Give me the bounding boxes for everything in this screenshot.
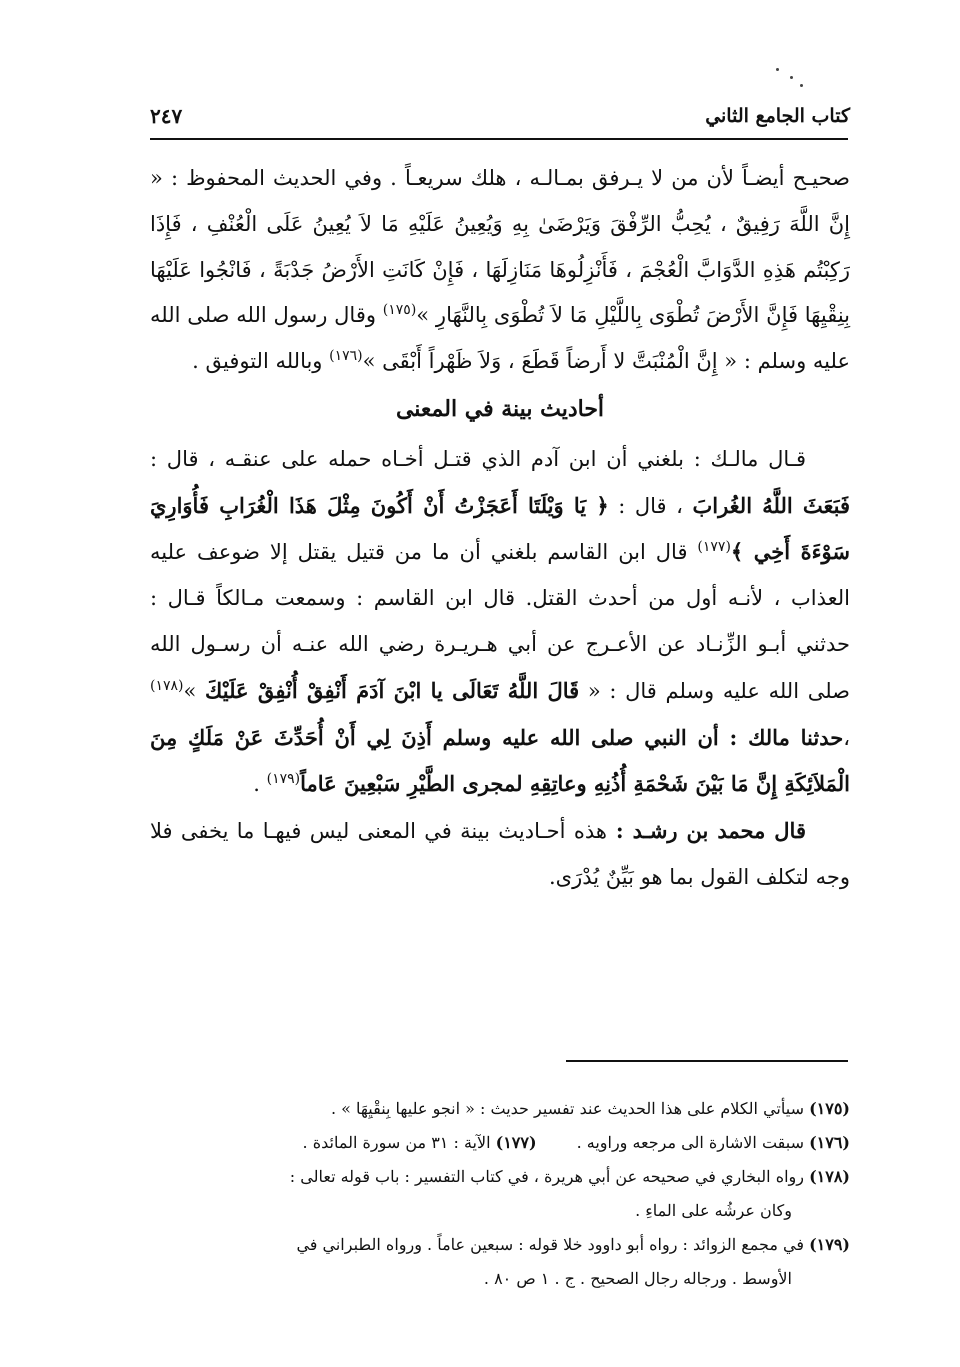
footnote-text: الآية : ٣١ من سورة المائدة .	[302, 1133, 496, 1152]
paragraph-3	[150, 808, 850, 901]
footnote-ref-178: (١٧٨)	[150, 677, 184, 694]
quran-quote-2: ﴿ يَا وَيْلَتَا أَعَجَزْتُ أَنْ أَكُونَ مِثْلَ هَذَا الْغُرَابِ فَأُوَارِيَ سَوْءَةَ أَخِي ﴾	[150, 492, 850, 565]
paragraph-1	[150, 156, 850, 385]
paragraph-1-tail: وقال رسول الله صلى الله عليه وسلم : « إِنَّ الْمُنْبَتَّ لا أَرضاً قَطَعَ ، وَلاَ ظَهْراً أَبْقَى »	[150, 303, 850, 374]
footnote-ref-175: (١٧٥)	[382, 302, 417, 319]
footnote-text: رواه البخاري في صحيحه عن أبي هريرة ، في كتاب التفسير : باب قوله تعالى :	[289, 1167, 810, 1186]
scan-speck	[790, 76, 793, 79]
footnote-text: سبقت الاشارة الى مرجعه وراويه .	[576, 1133, 810, 1152]
paragraph-1-end: وبالله التوفيق .	[192, 349, 330, 374]
footnote-ref-177: (١٧٧)	[697, 539, 731, 556]
page-number: ٢٤٧	[150, 104, 183, 128]
footnote-number: (١٧٦)	[809, 1133, 850, 1152]
footnote-179	[150, 1228, 850, 1262]
footnote-178	[150, 1160, 850, 1194]
paragraph-2-text-e: ،	[843, 725, 850, 750]
hadith-quote-2: حدثنا مالك : أن النبي صلى الله عليه وسلم أَذِنَ لِي أَنْ أُحَدِّثَ عَنْ مَلَكٍ مِنَ الْمَلاَئِكَةِ إِنَّ مَا بَيْنَ شَحْمَةِ أُذُنِهِ وعاتِقِهِ لمجرى الطَّيْرِ سَبْعِينَ عَاماً	[150, 724, 850, 797]
running-title: كتاب الجامع الثاني	[705, 105, 850, 127]
footnote-text: سيأتي الكلام على هذا الحديث عند تفسير حديث : « انجو عليها بِنقْيِهَا » .	[330, 1099, 810, 1118]
footnote-176-177	[150, 1126, 850, 1160]
footnote-179-continued: الأوسط . ورجاله رجال الصحيح . ج . ١ ص ٨٠ .	[483, 1269, 792, 1288]
paragraph-2	[150, 437, 850, 808]
quran-quote-1: فَبَعَثَ اللَّهُ الغُرابَ	[692, 492, 851, 518]
scan-speck	[776, 68, 779, 71]
header-rule	[150, 138, 848, 140]
commentary-text: هذه أحـاديث بينة في المعنى ليس فيهـا ما يخفى فلا وجه لتكلف القول بما هو بَيِّنٌ يُدْرَى.	[150, 819, 850, 889]
footnote-number: (١٧٧)	[495, 1133, 537, 1152]
scan-speck	[800, 84, 803, 87]
paragraph-2-text-c: قال ابن القاسم بلغني أن ما من قتيل يقتل إلا ضوعف عليه العذاب ، لأنـه أول من أحدث القتل. قال ابن القاسم : وسمعت مـالكاً قـال : حدثني أبـو الزِّنـاد عن الأعـرج عن أبي هـريـرة رضي الله عنـه أن رسـول الله صلى الله عليه وسلم قال : «	[150, 540, 850, 703]
paragraph-2-text-f: .	[253, 772, 267, 797]
page-header	[150, 98, 850, 134]
footnote-text: في مجمع الزوائد : رواه أبو داوود خلا قوله : سبعين عاماً . ورواه الطبراني في	[296, 1235, 810, 1254]
main-text	[150, 156, 850, 901]
footnote-ref-179: (١٧٩)	[266, 771, 301, 788]
hadith-quote-1: قَالَ اللَّهُ تَعَالَى يا ابْنَ آدَمَ أَنْفِقْ أُنْفِقْ عَلَيْكَ	[205, 677, 580, 703]
paragraph-2-text-b: ، قال :	[608, 493, 693, 518]
footnote-178-continued: وكان عرشُه على الماءِ .	[635, 1201, 792, 1220]
footnote-ref-176: (١٧٦)	[329, 348, 363, 365]
footnote-175	[150, 1092, 850, 1126]
footnote-number: (١٧٨)	[809, 1167, 850, 1186]
footnote-number: (١٧٥)	[809, 1099, 850, 1118]
footnotes	[150, 1092, 850, 1296]
section-heading: أحاديث بينة في المعنى	[395, 395, 605, 422]
paragraph-1-text: صحيـح أيضـاً لأن من لا يـرفق بمـالـه ، هلك سريعـاً . وفي الحديث المحفوظ : « إِنَّ اللَّهَ رَفِيقٌ ، يُحِبُّ الرِّفْقَ وَيَرْضَىٰ بِهِ وَيُعِينُ عَلَيْهِ مَا لاَ يُعِينُ عَلَى الْعُنْفِ ، فَإِذَا رَكِبْتُم هَذِهِ الدَّوَابَّ الْعُجْمَ ، فَأَنْزِلُوهَا مَنَازِلَهَا ، فَإِنْ كَانَتِ الأَرْضُ جَدْبَةً ، فَانْجُوا عَلَيْهَا بِنِقْيِهَا فَإِنَّ الأَرْضَ تُطْوَى بِاللَّيْلِ مَا لاَ تُطْوَى بِالنَّهَارِ »	[150, 166, 851, 328]
paragraph-2-text-d: »	[183, 678, 206, 703]
commentary-lead: قال محمد بن رشـد :	[606, 818, 806, 844]
footnote-number: (١٧٩)	[809, 1235, 850, 1254]
footnote-rule	[566, 1060, 848, 1062]
paragraph-2-text-a: قـال مالـك : بلغني أن ابن آدم الذي قتـل أخـاه حمله على عنقـه ، قال :	[150, 446, 806, 471]
